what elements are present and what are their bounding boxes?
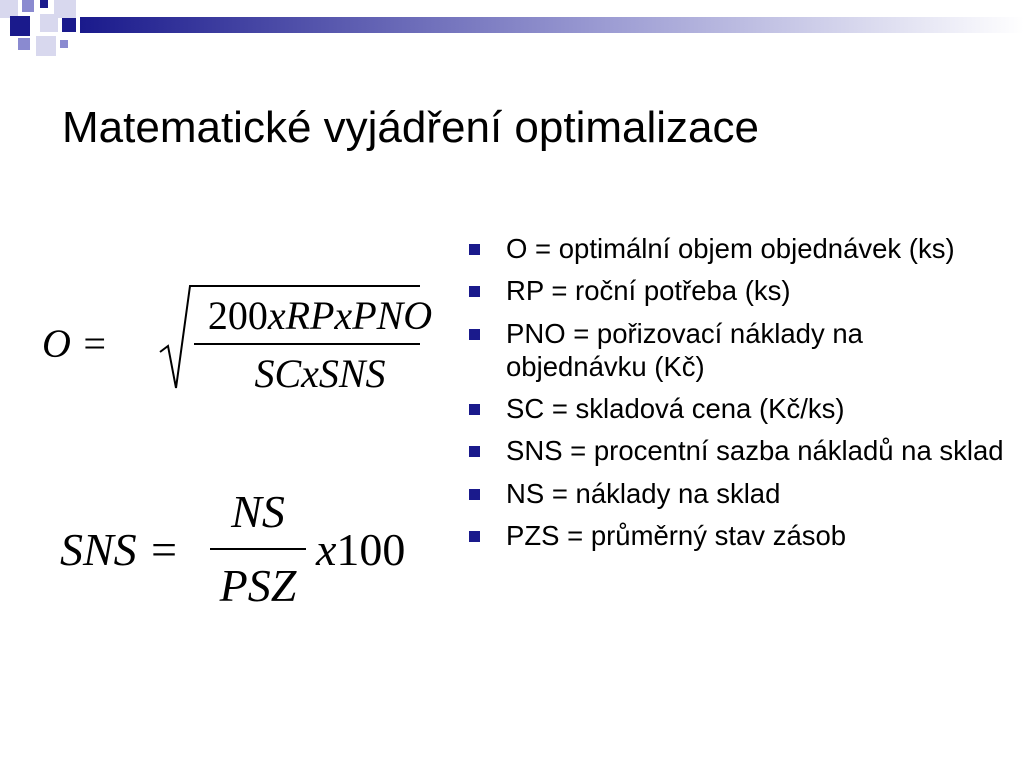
list-item-text: SC = skladová cena (Kč/ks) — [506, 393, 845, 425]
square-bullet-icon — [469, 404, 480, 415]
list-item — [468, 519, 1008, 552]
square-bullet-icon — [469, 329, 480, 340]
list-item-text: NS = náklady na sklad — [506, 477, 781, 509]
square-bullet-icon — [469, 244, 480, 255]
square-bullet-icon — [469, 489, 480, 500]
list-item-text: SNS = procentní sazba nákladů na sklad — [506, 435, 1004, 467]
sns-rhs-var: x — [316, 524, 337, 575]
list-item — [468, 317, 1008, 384]
list-item — [468, 434, 1008, 467]
list-item — [468, 392, 1008, 425]
list-item-text: PZS = průměrný stav zásob — [506, 519, 847, 551]
list-item-text: PNO = pořizovací náklady na objednávku (Kč) — [506, 317, 863, 382]
slide-title: Matematické vyjádření optimalizace — [62, 103, 759, 152]
list-item — [468, 274, 1008, 307]
square-bullet-icon — [469, 446, 480, 457]
sns-rhs-number: 100 — [336, 524, 406, 575]
eoq-lhs: O = — [42, 321, 108, 366]
sns-formula — [60, 485, 440, 615]
square-bullet-icon — [469, 531, 480, 542]
eoq-numerator-number: 200 — [207, 293, 268, 338]
eoq-numerator-vars: xRPxPNO — [267, 293, 433, 338]
square-bullet-icon — [469, 286, 480, 297]
sns-rhs — [316, 523, 405, 576]
list-item-text: O = optimální objem objednávek (ks) — [506, 233, 955, 264]
decorative-header-squares — [0, 0, 1024, 70]
sns-denominator: PSZ — [219, 560, 297, 611]
sns-lhs: SNS = — [60, 524, 180, 575]
eoq-formula — [40, 282, 433, 402]
list-item — [468, 232, 1008, 265]
definitions-list — [468, 232, 1008, 561]
list-item-text: RP = roční potřeba (ks) — [506, 275, 791, 307]
eoq-numerator — [192, 292, 448, 339]
eoq-denominator: SCxSNS — [254, 351, 386, 396]
sns-numerator: NS — [231, 486, 285, 537]
list-item — [468, 477, 1008, 510]
